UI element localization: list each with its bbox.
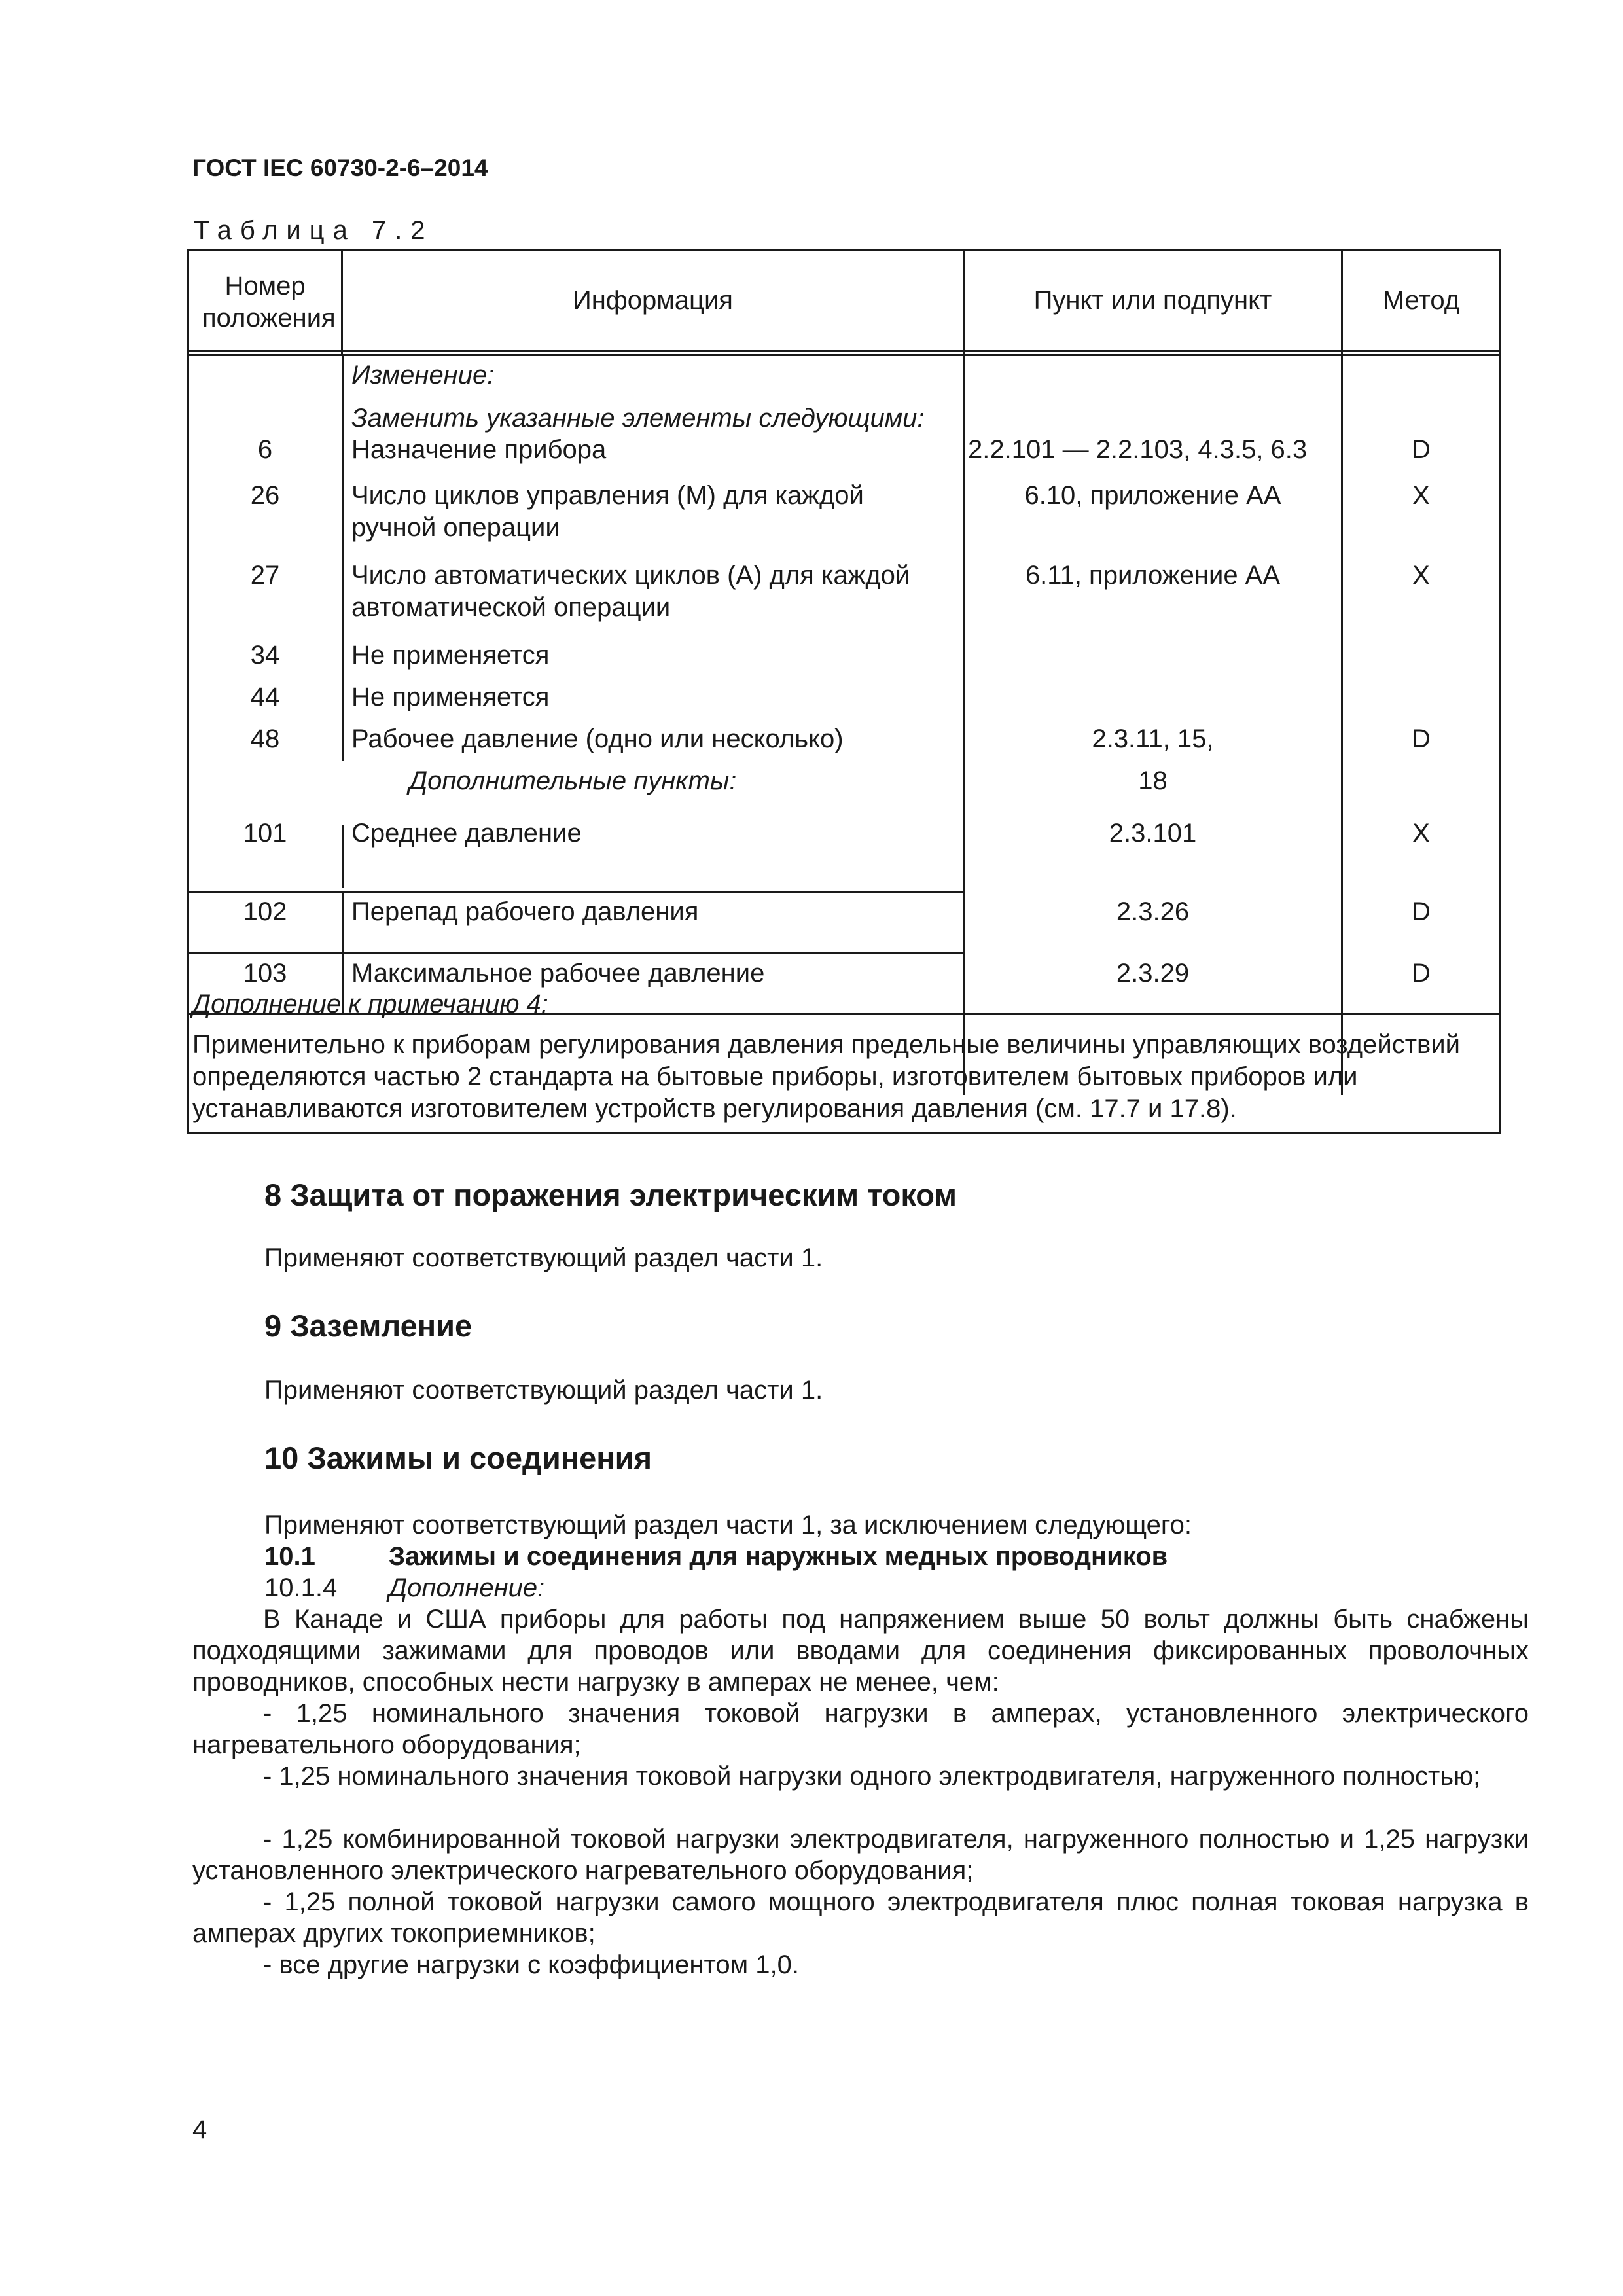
table-caption: Таблица 7.2 xyxy=(194,216,434,245)
row-101-info: Среднее давление xyxy=(351,819,582,848)
intro-replace: Заменить указанные элементы следующими: xyxy=(351,404,925,433)
row-27-info-1: Число автоматических циклов (А) для каждой xyxy=(351,561,910,590)
section-10-paragraph: В Канаде и США приборы для работы под напряжением выше 50 вольт должны быть снабжены подходящими зажимами для проводов или вводами для соединения фиксированных проволочных проводников, способных нести нагрузку в амперах не менее, чем: xyxy=(192,1605,1529,1696)
row-103-info: Максимальное рабочее давление xyxy=(351,959,765,988)
row-6-clause: 2.2.101 — 2.2.103, 4.3.5, 6.3 xyxy=(968,435,1308,464)
bullet-1: - 1,25 номинального значения токовой нагрузки в амперах, установленного электрического нагревательного оборудования; xyxy=(192,1699,1529,1759)
row-44-num: 44 xyxy=(250,683,280,711)
row-6-num: 6 xyxy=(257,435,273,464)
bullet-5: - все другие нагрузки с коэффициентом 1,0. xyxy=(263,1950,799,1979)
note-title: Дополнение к примечанию 4: xyxy=(192,990,548,1018)
row-34-num: 34 xyxy=(250,641,280,670)
row-44-info: Не применяется xyxy=(351,683,550,711)
row-48-method: D xyxy=(1412,725,1431,753)
section-9-title: 9 Заземление xyxy=(264,1308,473,1343)
intro-change: Изменение: xyxy=(351,361,495,389)
row-26-num: 26 xyxy=(250,481,280,510)
bullet-3: - 1,25 комбинированной токовой нагрузки электродвигателя, нагруженного полностью и 1,25 нагрузки установленного электрического нагревательного оборудования; xyxy=(192,1825,1529,1885)
row-26-info-1: Число циклов управления (М) для каждой xyxy=(351,481,864,510)
row-48-clause-1: 2.3.11, 15, xyxy=(1092,725,1214,753)
row-101-method: X xyxy=(1412,819,1430,848)
row-27-method: X xyxy=(1412,561,1430,590)
note-text: Применительно к приборам регулирования давления предельные величины управляющих воздействий определяются частью 2 стандарта на бытовые приборы, изготовителем бытовых приборов или устанавливаются изготовителем устройств регулирования давления (см. 17.7 и 17.8). xyxy=(192,1030,1460,1123)
row-48-info: Рабочее давление (одно или несколько) xyxy=(351,725,844,753)
subsection-10-1-4-num: 10.1.4 xyxy=(264,1573,338,1602)
section-8-text: Применяют соответствующий раздел части 1. xyxy=(264,1244,823,1272)
row-102-clause: 2.3.26 xyxy=(1116,897,1190,926)
page-number: 4 xyxy=(192,2115,207,2144)
row-27-num: 27 xyxy=(250,561,280,590)
row-26-clause: 6.10, приложение АА xyxy=(1024,481,1281,510)
row-27-clause: 6.11, приложение АА xyxy=(1025,561,1281,590)
row-102-info: Перепад рабочего давления xyxy=(351,897,699,926)
row-103-num: 103 xyxy=(243,959,287,988)
section-10-title: 10 Зажимы и соединения xyxy=(264,1441,652,1475)
row-26-info-2: ручной операции xyxy=(351,513,560,542)
subsection-10-1-num: 10.1 xyxy=(264,1542,315,1571)
document-id: ГОСТ IEC 60730-2-6–2014 xyxy=(192,154,488,181)
row-34-info: Не применяется xyxy=(351,641,550,670)
row-101-num: 101 xyxy=(243,819,287,848)
header-clause: Пункт или подпункт xyxy=(1033,286,1272,315)
row-6-info: Назначение прибора xyxy=(351,435,607,464)
header-number: Номер положения xyxy=(202,272,336,332)
row-48-num: 48 xyxy=(250,725,280,753)
additional-items-label: Дополнительные пункты: xyxy=(409,766,737,795)
header-method: Метод xyxy=(1382,286,1460,315)
row-26-method: X xyxy=(1412,481,1430,510)
bullet-4: - 1,25 полной токовой нагрузки самого мощного электродвигателя плюс полная токовая нагрузка в амперах других токоприемников; xyxy=(192,1888,1529,1948)
subsection-10-1-4-title: Дополнение: xyxy=(389,1573,545,1602)
row-27-info-2: автоматической операции xyxy=(351,593,671,622)
row-48-clause-2: 18 xyxy=(1138,766,1168,795)
row-101-clause: 2.3.101 xyxy=(1109,819,1197,848)
section-8-title: 8 Защита от поражения электрическим током xyxy=(264,1177,957,1212)
section-10-text: Применяют соответствующий раздел части 1, за исключением следующего: xyxy=(264,1511,1192,1539)
row-102-num: 102 xyxy=(243,897,287,926)
row-103-method: D xyxy=(1412,959,1431,988)
bullet-2: - 1,25 номинального значения токовой нагрузки одного электродвигателя, нагруженного полностью; xyxy=(263,1762,1481,1791)
row-102-method: D xyxy=(1412,897,1431,926)
row-6-method: D xyxy=(1412,435,1431,464)
header-info: Информация xyxy=(573,286,733,315)
subsection-10-1-title: Зажимы и соединения для наружных медных проводников xyxy=(389,1542,1168,1571)
row-103-clause: 2.3.29 xyxy=(1116,959,1190,988)
section-9-text: Применяют соответствующий раздел части 1. xyxy=(264,1376,823,1405)
